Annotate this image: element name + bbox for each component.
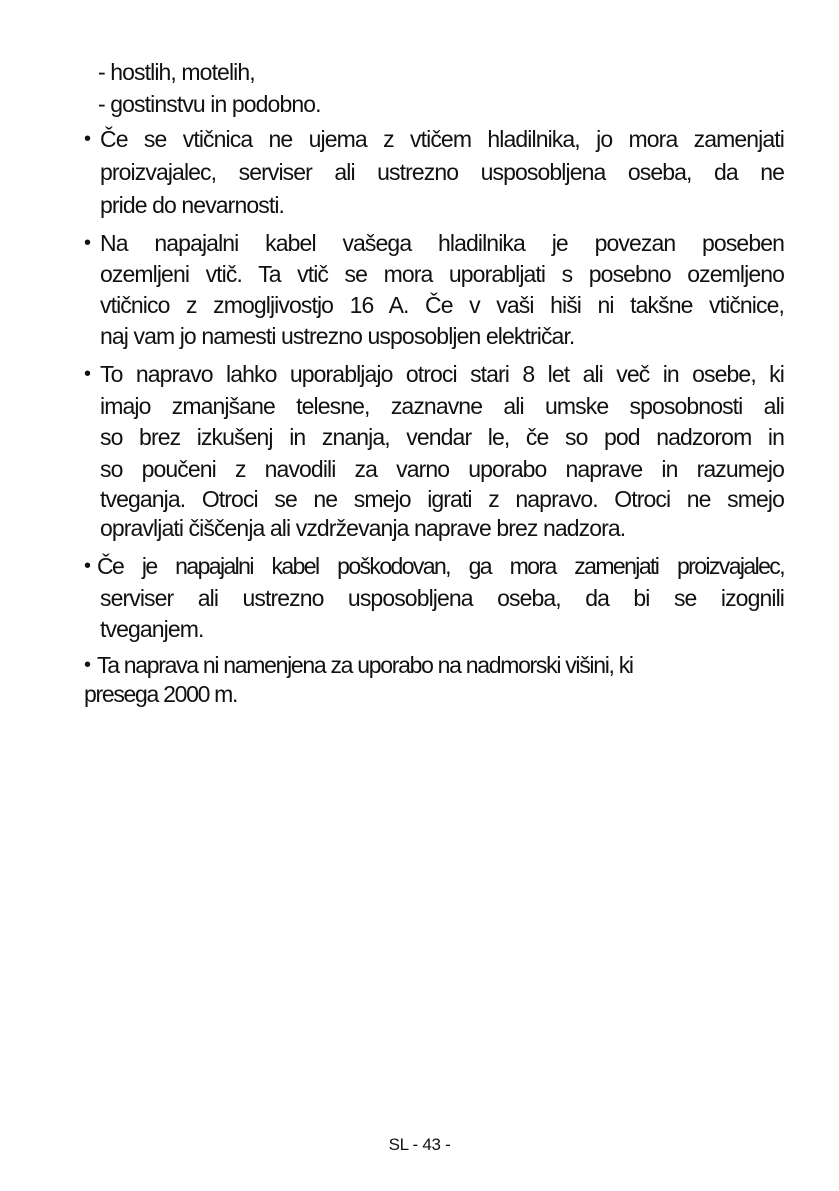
paragraph-line: so poučeni z navodili za varno uporabo naprave in razumejo xyxy=(100,456,784,482)
bullet-icon: • xyxy=(84,555,92,577)
paragraph-line: opravljati čiščenja ali vzdrževanja naprave brez nadzora. xyxy=(100,515,626,541)
paragraph-line: Če se vtičnica ne ujema z vtičem hladilnika, jo mora zamenjati xyxy=(100,126,784,152)
paragraph-line: proizvajalec, serviser ali ustrezno usposobljena oseba, da ne xyxy=(100,159,784,185)
bullet-icon: • xyxy=(84,128,92,150)
paragraph-line: Ta naprava ni namenjena za uporabo na nadmorski višini, ki xyxy=(97,652,633,678)
paragraph-line: ozemljeni vtič. Ta vtič se mora uporabljati s posebno ozemljeno xyxy=(100,261,784,287)
bullet-icon: • xyxy=(84,654,92,676)
bullet-icon: • xyxy=(84,232,92,254)
paragraph-line: Če je napajalni kabel poškodovan, ga mora zamenjati proizvajalec, xyxy=(97,553,784,579)
page-number: SL - 43 - xyxy=(388,1135,451,1154)
paragraph-line: tveganjem. xyxy=(100,616,204,642)
paragraph-line: pride do nevarnosti. xyxy=(100,192,285,218)
paragraph-line: To napravo lahko uporabljajo otroci stari 8 let ali več in osebe, ki xyxy=(100,361,784,387)
paragraph-line: so brez izkušenj in znanja, vendar le, če so pod nadzorom in xyxy=(100,424,784,450)
paragraph-line: imajo zmanjšane telesne, zaznavne ali umske sposobnosti ali xyxy=(100,393,784,419)
paragraph-line: Na napajalni kabel vašega hladilnika je povezan poseben xyxy=(100,230,784,256)
dash-item: - hostlih, motelih, xyxy=(98,59,255,85)
paragraph-line: vtičnico z zmogljivostjo 16 A. Če v vaši hiši ni takšne vtičnice, xyxy=(100,292,784,318)
paragraph-line: presega 2000 m. xyxy=(84,681,238,707)
paragraph-line: tveganja. Otroci se ne smejo igrati z napravo. Otroci ne smejo xyxy=(100,486,784,512)
paragraph-line: naj vam jo namesti ustrezno usposobljen električar. xyxy=(100,323,575,349)
dash-item: - gostinstvu in podobno. xyxy=(98,91,321,117)
paragraph-line: serviser ali ustrezno usposobljena oseba, da bi se izognili xyxy=(100,585,784,611)
bullet-icon: • xyxy=(84,363,92,385)
